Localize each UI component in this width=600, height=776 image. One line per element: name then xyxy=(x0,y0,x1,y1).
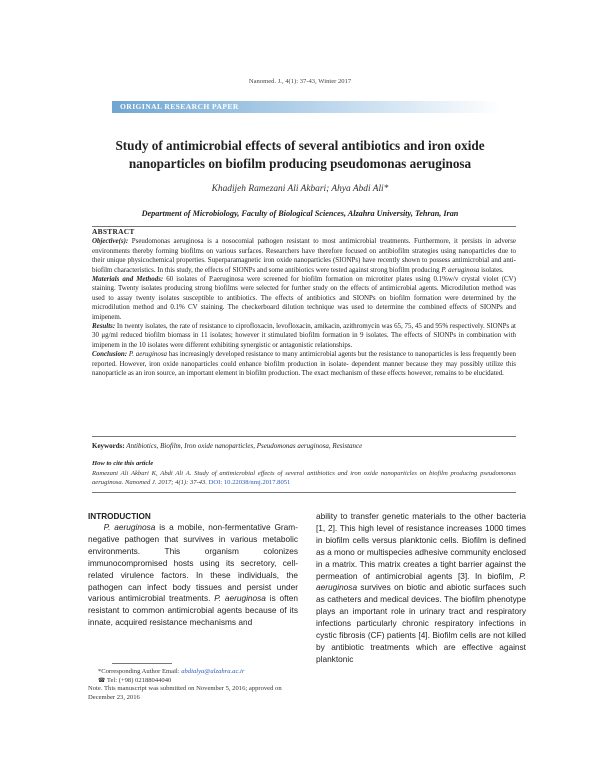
footnote xyxy=(88,668,298,702)
footnote-divider xyxy=(112,663,172,664)
intro-paragraph-continued: ability to transfer genetic materials to the other bacteria [1, 2]. This high level of resistance increases 1000 times in biofilm cells versus planktonic cells. Biofilm is defined as a mono or multispecies adhesive community enclosed in a matrix. This matrix creates a tight barrier against the permeation of antimicrobial agents [3]. In biofilm, P. aeruginosa survives on biotic and abiotic surfaces such as catheters and medical devices. The biofilm phenotype plays an important role in urinary tract and respiratory infections particularly chronic respiratory infections in cystic fibrosis (CF) patients [4]. Biofilm cells are not killed by antibiotic treatments which are effective against planktonic xyxy=(316,511,526,664)
corresponding-author: *Corresponding Author Email: abdialya@alzahra.ac.ir xyxy=(97,668,245,675)
author-phone: ☎ Tel: (+98) 02188044040 xyxy=(97,676,172,684)
author-email-link[interactable]: abdialya@alzahra.ac.ir xyxy=(181,668,245,675)
phone-icon: ☎ xyxy=(97,677,106,684)
abstract-methods: Materials and Methods: 60 isolates of P.aeruginosa were screened for biofilm formation on microtiter plates using 0.1%w/v crystal violet (CV) staining. Twenty isolates producing strong biofilms were selected for further study on the effects of antimicrobial agents. Microdilution method was used to assay twenty isolates susceptible to antibiotics. The effects of antibiotics and SIONPs on biofilm formation were determined by the microdilution method and 0.1% CV staining. The checkerboard dilution technique was used to determine the combined effects of SIONPs and imipenem. xyxy=(92,275,516,321)
abstract-conclusion: Conclusion: P. aeruginosa has increasingly developed resistance to many antimicrobial agents but the resistance to nanoparticles is less frequently been reported. However, iron oxide nanoparticles could enhance biofilm production in isolate- dependent manner because they may possibly utilize this nanoparticle as an iron source, an important element in biofilm production. The exact mechanism of these effects however, remains to be elucidated. xyxy=(92,350,516,378)
article-type-label: ORIGINAL RESEARCH PAPER xyxy=(120,102,239,111)
abstract-heading: ABSTRACT xyxy=(92,227,135,236)
keywords-list: Antibiotics, Biofilm, Iron oxide nanoparticles, Pseudomonas aeruginosa, Resistance xyxy=(124,442,363,450)
abstract-results: Results: In twenty isolates, the rate of resistance to ciprofloxacin, levofloxacin, amikacin, azithromycin was 65, 75, 45 and 95% respectively. SIONPs at 30 μg/ml reduced biofilm biomass in 11 isolates; however it stimulated biofilm formation in 9 isolates. The effects of SIONPs in combination with imipenem in the 10 isolates were different exhibiting synergistic or antagonistic relationships. xyxy=(92,322,516,349)
doi-link[interactable]: DOI: 10.22038/nmj.2017.8051 xyxy=(208,478,291,486)
section-heading-introduction: INTRODUCTION xyxy=(88,512,151,521)
abstract-objective: Objective(s): Pseudomonas aeruginosa is a nosocomial pathogen resistant to most antimicrobial treatments. Furthermore, it persists in adverse environments thereby forming biofilms on various surfaces. Researchers have therefore focused on antibiofilm strategies using nanoparticles due to their unique physicochemical properties. Superparamagnetic iron oxide nanoparticles (SIONPs) have recently shown to possess antimicrobial and anti-biofilm characteristics. In this study, the effects of SIONPs and some antibiotics were tested against strong biofilm producing P. aeruginosa isolates. xyxy=(92,237,516,274)
divider xyxy=(92,492,516,493)
body-column-right xyxy=(316,511,526,666)
journal-reference: Nanomed. J., 4(1): 37-43, Winter 2017 xyxy=(248,78,352,85)
citation-heading: How to cite this article xyxy=(92,460,154,467)
abstract xyxy=(92,227,516,379)
affiliation: Department of Microbiology, Faculty of Biological Sciences, Alzahra University, Tehran, Iran xyxy=(141,209,459,218)
keywords xyxy=(92,442,516,450)
intro-paragraph: P. aeruginosa is a mobile, non-fermentative Gram-negative pathogen that survives in various metabolic environments. This organism colonizes immunocompromised hosts using its secretory, cell- related virulence factors. In these individuals, the pathogen can infect body tissues and persist under various antimicrobial treatments. P. aeruginosa is often resistant to common antimicrobial agents because of its innate, acquired resistance mechanisms and xyxy=(88,522,298,628)
submission-note: Note. This manuscript was submitted on November 5, 2016; approved on December 23, 2016 xyxy=(88,685,282,701)
article-type-banner xyxy=(112,101,502,113)
body-column-left xyxy=(88,522,298,629)
keywords-label: Keywords: xyxy=(92,442,125,450)
citation-text: Ramezani Ali Akbari K, Abdi Ali A. Study of antimicrobial effects of several antibiotics and iron oxide nanoparticles on biofilm producing pseudomonas aeruginosa. Nanomed J. 2017; 4(1): 37-43. DOI: 10.22038/nmj.2017.8051 xyxy=(92,470,516,486)
article-title: Study of antimicrobial effects of several antibiotics and iron oxide nanoparticles on biofilm producing pseudomonas aeruginosa xyxy=(115,138,485,171)
author-list: Khadijeh Ramezani Ali Akbari; Ahya Abdi Ali* xyxy=(211,184,389,194)
divider xyxy=(92,436,516,437)
